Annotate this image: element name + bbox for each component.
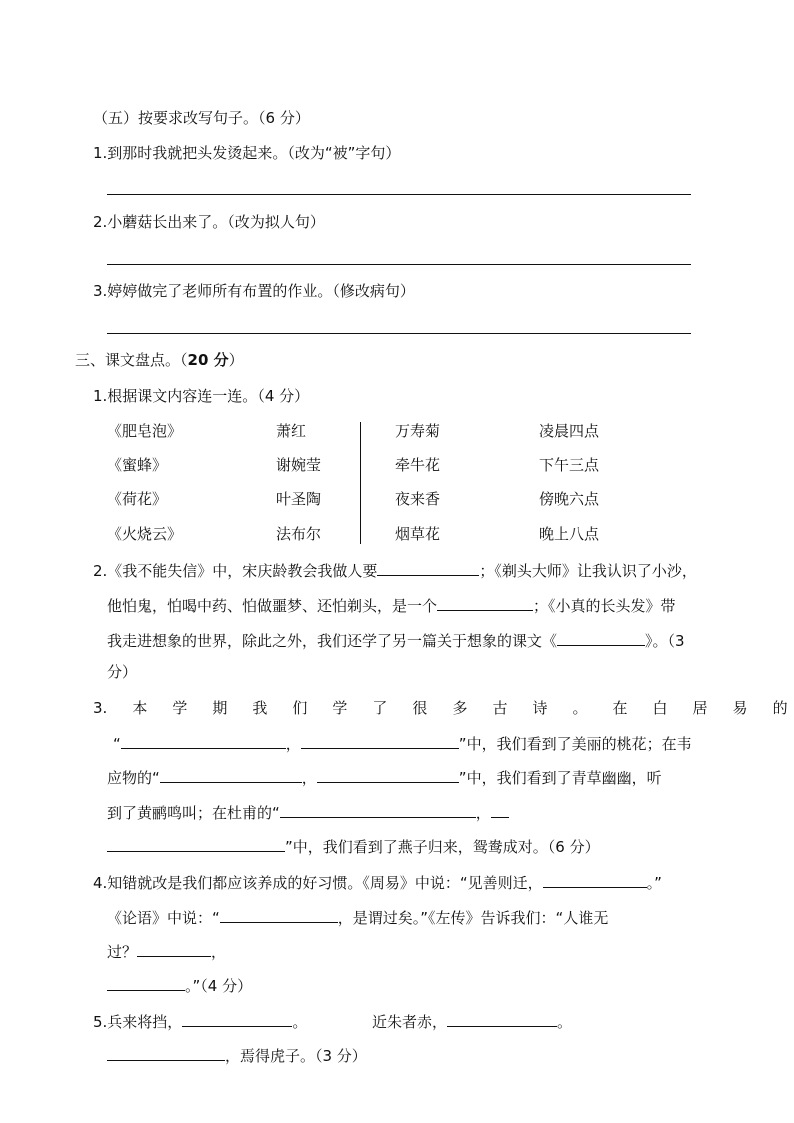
fill-blank[interactable] [121, 733, 286, 749]
match-col3-item[interactable]: 万寿菊 [395, 422, 441, 440]
fill-question-3-line1: 3. 本 学 期 我 们 学 了 很 多 古 诗 。 在 白 居 易 的 [93, 699, 788, 717]
fill-question-4-line2: 《论语》中说：“ ，是谓过矣。”《左传》告诉我们：“人谁无 [107, 909, 609, 927]
fill-blank[interactable] [280, 802, 476, 818]
match-col2-item[interactable]: 叶圣陶 [276, 490, 322, 508]
match-col4-item[interactable]: 下午三点 [539, 456, 600, 474]
match-divider [360, 422, 361, 544]
fill-blank[interactable] [543, 872, 647, 888]
fill-blank[interactable] [377, 560, 479, 576]
fill-question-4-line1: 4.知错就改是我们都应该养成的好习惯。《周易》中说：“见善则迁， 。” [93, 874, 662, 892]
match-col3-item[interactable]: 牵牛花 [395, 456, 441, 474]
matching-question-label: 1.根据课文内容连一连。（4 分） [93, 387, 310, 405]
rewrite-question-2: 2.小蘑菇长出来了。（改为拟人句） [93, 213, 325, 231]
fill-question-3-line4: 到了黄鹂鸣叫；在杜甫的“ ， [107, 802, 509, 823]
fill-question-5-line2: ，焉得虎子。（3 分） [107, 1045, 367, 1066]
match-col2-item[interactable]: 法布尔 [276, 525, 322, 543]
fill-question-2-line2: 他怕鬼，怕喝中药、怕做噩梦、还怕剃头，是一个 ；《小真的长头发》带 [107, 597, 676, 615]
section-three-title: 三、课文盘点。（20 分） [75, 351, 244, 369]
match-col4-item[interactable]: 晚上八点 [539, 525, 600, 543]
fill-question-3-line2: “ ， ”中，我们看到了美丽的桃花；在韦 [113, 735, 692, 753]
fill-question-2-line3: 我走进想象的世界，除此之外，我们还学了另一篇关于想象的课文《 》。（3 [107, 632, 685, 650]
fill-blank[interactable] [107, 975, 185, 991]
fill-question-3-line5: ”中，我们看到了燕子归来，鸳鸯成对。（6 分） [107, 836, 600, 857]
fill-question-5-line1a: 5.兵来将挡， 。 [93, 1013, 308, 1031]
rewrite-question-1: 1.到那时我就把头发烫起来。（改为“被”字句） [93, 144, 401, 162]
match-col1-item[interactable]: 《荷花》 [107, 490, 168, 508]
rewrite-question-3: 3.婷婷做完了老师所有布置的作业。（修改病句） [93, 282, 415, 300]
fill-blank[interactable] [491, 802, 509, 818]
fill-question-5-line1b: 近朱者赤， 。 [372, 1013, 573, 1031]
fill-blank[interactable] [317, 767, 459, 783]
fill-blank[interactable] [557, 630, 645, 646]
fill-question-4-line3: 过？ ， [107, 943, 227, 961]
match-col1-item[interactable]: 《火烧云》 [107, 525, 183, 543]
answer-line-3[interactable] [107, 333, 691, 334]
fill-blank[interactable] [160, 767, 302, 783]
answer-line-2[interactable] [107, 264, 691, 265]
fill-blank[interactable] [437, 595, 533, 611]
match-col2-item[interactable]: 萧红 [276, 422, 307, 440]
fill-blank[interactable] [301, 733, 459, 749]
fill-blank[interactable] [107, 1045, 225, 1061]
fill-blank[interactable] [182, 1011, 292, 1027]
fill-blank[interactable] [137, 941, 211, 957]
match-col4-item[interactable]: 傍晚六点 [539, 490, 600, 508]
fill-question-2-line4: 分） [107, 663, 138, 681]
fill-question-2-line1: 2.《我不能失信》中，宋庆龄教会我做人要 ；《剃头大师》让我认识了小沙， [93, 562, 697, 580]
match-col3-item[interactable]: 夜来香 [395, 490, 441, 508]
fill-blank[interactable] [447, 1011, 557, 1027]
fill-question-4-line4: 。”（4 分） [107, 975, 252, 996]
fill-blank[interactable] [107, 836, 285, 852]
match-col2-item[interactable]: 谢婉莹 [276, 456, 322, 474]
fill-blank[interactable] [220, 907, 338, 923]
fill-question-3-line3: 应物的“ ， ”中，我们看到了青草幽幽，听 [107, 769, 662, 787]
match-col4-item[interactable]: 凌晨四点 [539, 422, 600, 440]
match-col1-item[interactable]: 《肥皂泡》 [107, 422, 183, 440]
match-col3-item[interactable]: 烟草花 [395, 525, 441, 543]
answer-line-1[interactable] [107, 194, 691, 195]
match-col1-item[interactable]: 《蜜蜂》 [107, 456, 168, 474]
section-five-title: （五）按要求改写句子。（6 分） [93, 109, 310, 127]
